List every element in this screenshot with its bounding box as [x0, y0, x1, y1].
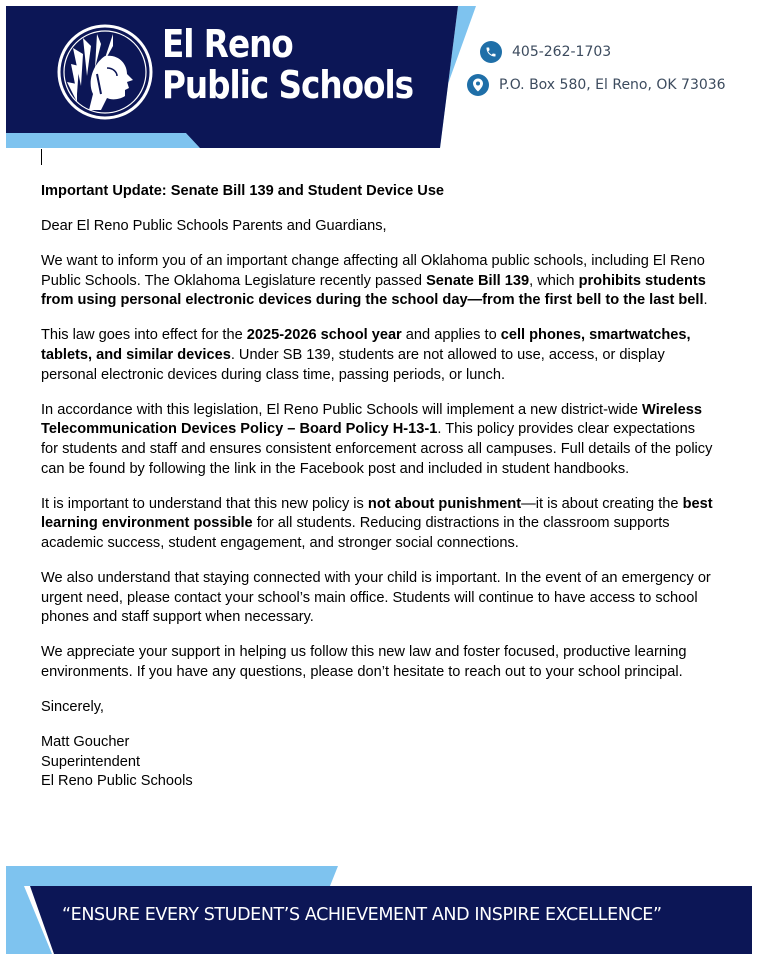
signer-org: El Reno Public Schools	[41, 773, 193, 790]
address: P.O. Box 580, El Reno, OK 73036	[499, 77, 726, 93]
greeting: Dear El Reno Public Schools Parents and Guardians,	[41, 218, 387, 235]
paragraph-4: It is important to understand that this new policy is not about punishment—it is about creating the best learning environment possible for all students. Reducing distractions in the classroom supports academic success, student engagement, and stronger social connections.	[41, 495, 713, 551]
phone-number: 405-262-1703	[512, 44, 612, 60]
phone-row	[480, 41, 611, 63]
text-cursor	[41, 149, 42, 165]
letter-title: Important Update: Senate Bill 139 and Student Device Use	[41, 183, 445, 199]
signer-name: Matt Goucher	[41, 733, 130, 750]
paragraph-6: We appreciate your support in helping us follow this new law and foster focused, productive learning environments. If you have any questions, please don’t hesitate to reach out to your school principal.	[41, 644, 687, 680]
phone-icon	[480, 41, 502, 63]
location-pin-icon	[467, 74, 489, 96]
school-name-line2: Public Schools	[162, 63, 414, 107]
letter-body	[41, 182, 716, 792]
logo-seal	[57, 24, 153, 120]
address-row	[467, 74, 726, 96]
paragraph-5: We also understand that staying connected with your child is important. In the event of an emergency or urgent need, please contact your school’s main office. Students will continue to have access to school phones and staff support when necessary.	[41, 569, 711, 626]
footer-motto: “ENSURE EVERY STUDENT’S ACHIEVEMENT AND INSPIRE EXCELLENCE”	[62, 905, 662, 925]
school-name-line1: El Reno	[162, 22, 293, 66]
paragraph-2: This law goes into effect for the 2025-2026 school year and applies to cell phones, smartwatches, tablets, and similar devices. Under SB 139, students are not allowed to use, access, or display personal electronic devices during class time, passing periods, or lunch.	[41, 327, 691, 383]
closing: Sincerely,	[41, 698, 104, 715]
paragraph-3: In accordance with this legislation, El Reno Public Schools will implement a new district-wide Wireless Telecommunication Devices Policy – Board Policy H-13-1. This policy provides clear expectations for students and staff and ensures consistent enforcement across all campuses. Full details of the policy can be found by following the link in the Facebook post and included in student handbooks.	[41, 401, 713, 477]
signer-title: Superintendent	[41, 753, 140, 770]
school-name	[162, 24, 413, 106]
signature-block	[41, 733, 716, 792]
paragraph-1: We want to inform you of an important change affecting all Oklahoma public schools, including El Reno Public Schools. The Oklahoma Legislature recently passed Senate Bill 139, which prohibits students from using personal electronic devices during the school day—from the first bell to the last bell.	[41, 253, 708, 309]
